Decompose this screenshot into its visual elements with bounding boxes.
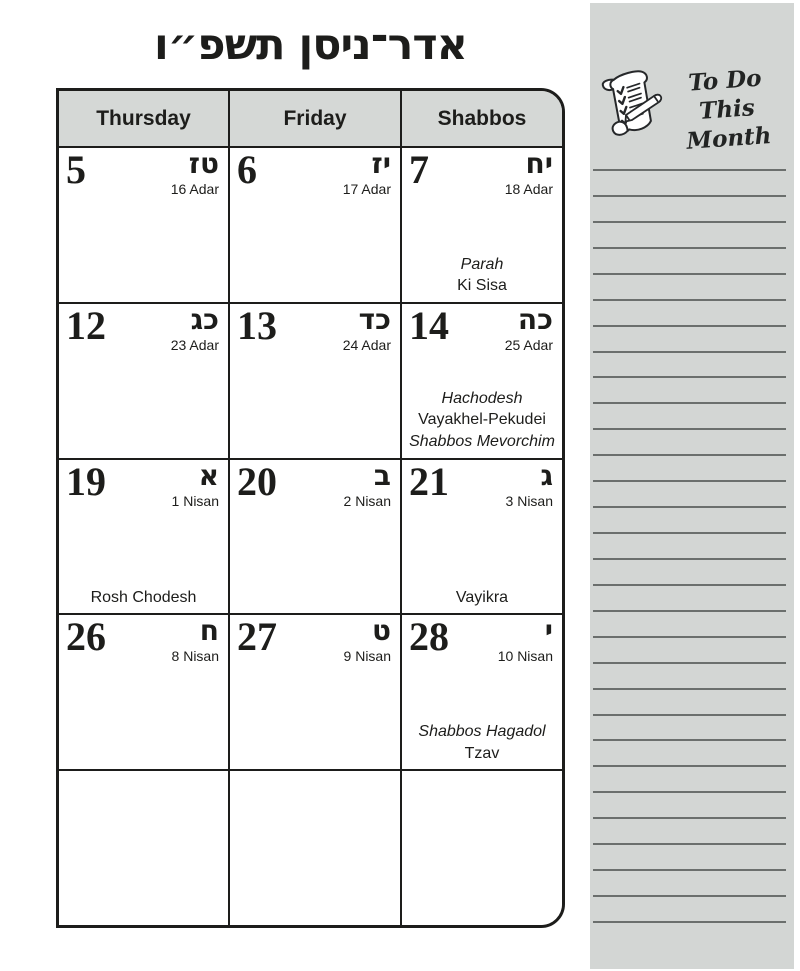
ruled-line	[593, 273, 786, 275]
ruled-line	[593, 817, 786, 819]
hebrew-day-letters: כד	[358, 303, 391, 336]
day-cell-21	[402, 460, 562, 614]
ruled-line	[593, 169, 786, 171]
ruled-line	[593, 506, 786, 508]
hebrew-day-letters: ח	[199, 615, 219, 648]
ruled-line	[593, 376, 786, 378]
hebrew-date-label: 3 Nisan	[505, 492, 553, 509]
day-notes	[61, 587, 226, 609]
day-note: Rosh Chodesh	[90, 588, 197, 606]
hebrew-day-letters: ב	[373, 459, 391, 492]
civil-day-number: 13	[237, 303, 277, 348]
day-note: Shabbos Hagadol	[418, 723, 546, 740]
ruled-line	[593, 662, 786, 664]
day-cell-14	[402, 304, 562, 458]
day-note: Parah	[460, 255, 504, 273]
day-note: Shabbos Mevorchim	[409, 433, 555, 450]
ruled-line	[593, 299, 786, 301]
day-cell-13	[230, 304, 402, 458]
ruled-line	[593, 921, 786, 923]
day-notes	[404, 254, 560, 297]
ruled-line	[593, 739, 786, 741]
week-row	[59, 615, 562, 771]
day-note: Tzav	[464, 744, 500, 762]
day-cell-6	[230, 148, 402, 302]
day-note: Hachodesh	[441, 389, 523, 407]
hebrew-day-letters: טז	[188, 148, 219, 180]
day-header-friday: Friday	[230, 91, 402, 146]
day-note: Ki Sisa	[457, 277, 507, 295]
week-row	[59, 460, 562, 616]
hebrew-date-label: 16 Adar	[170, 181, 219, 197]
hebrew-day-letters: א	[198, 459, 219, 492]
todo-sidebar	[590, 3, 794, 969]
hebrew-date-label: 10 Nisan	[497, 648, 553, 665]
day-cell-27	[230, 615, 402, 769]
day-header-row	[59, 91, 562, 148]
hebrew-day-letters: יח	[525, 148, 553, 180]
todo-heading-line1: To Do	[687, 64, 763, 97]
ruled-line	[593, 714, 786, 716]
hebrew-date-label: 9 Nisan	[343, 648, 391, 665]
ruled-line	[593, 584, 786, 586]
day-notes	[404, 587, 560, 609]
ruled-line	[593, 195, 786, 197]
day-cell-empty	[230, 771, 402, 925]
month-title: אדר־ניסן תשפ״ו	[154, 20, 467, 70]
hebrew-date-label: 8 Nisan	[171, 648, 219, 665]
hebrew-day-letters: ט	[371, 615, 391, 648]
day-cell-5	[59, 148, 230, 302]
week-row	[59, 771, 562, 925]
ruled-line	[593, 428, 786, 430]
civil-day-number: 27	[237, 615, 277, 660]
day-notes	[404, 388, 560, 453]
hebrew-day-letters: כג	[190, 303, 219, 336]
ruled-line	[593, 532, 786, 534]
day-header-thursday: Thursday	[59, 91, 230, 146]
day-cell-12	[59, 304, 230, 458]
todo-heading-line2: This Month	[685, 93, 773, 155]
hebrew-date-label: 18 Adar	[504, 181, 553, 197]
civil-day-number: 26	[66, 615, 106, 660]
hebrew-day-letters: ג	[540, 459, 553, 492]
civil-day-number: 12	[66, 303, 106, 348]
ruled-line	[593, 895, 786, 897]
hebrew-date-label: 1 Nisan	[171, 492, 219, 509]
ruled-lines	[590, 3, 794, 969]
ruled-line	[593, 610, 786, 612]
day-cell-7	[402, 148, 562, 302]
hebrew-day-letters: י	[544, 615, 553, 648]
ruled-line	[593, 247, 786, 249]
ruled-line	[593, 351, 786, 353]
hebrew-day-letters: כה	[517, 303, 553, 336]
day-cell-20	[230, 460, 402, 614]
civil-day-number: 21	[409, 459, 449, 504]
day-header-shabbos: Shabbos	[402, 91, 562, 146]
day-notes	[404, 721, 560, 764]
hebrew-day-letters: יז	[371, 148, 391, 180]
ruled-line	[593, 558, 786, 560]
civil-day-number: 28	[409, 615, 449, 660]
civil-day-number: 19	[66, 459, 106, 504]
day-cell-28	[402, 615, 562, 769]
day-cell-empty	[402, 771, 562, 925]
week-row	[59, 148, 562, 304]
civil-day-number: 6	[237, 148, 257, 192]
ruled-line	[593, 454, 786, 456]
ruled-line	[593, 636, 786, 638]
ruled-line	[593, 402, 786, 404]
day-cell-26	[59, 615, 230, 769]
ruled-line	[593, 480, 786, 482]
civil-day-number: 7	[409, 148, 429, 192]
day-note: Vayakhel-Pekudei	[418, 411, 546, 429]
ruled-line	[593, 791, 786, 793]
civil-day-number: 20	[237, 459, 277, 504]
week-row	[59, 304, 562, 460]
civil-day-number: 14	[409, 303, 449, 348]
civil-day-number: 5	[66, 148, 86, 192]
calendar-grid	[56, 88, 565, 928]
day-cell-empty	[59, 771, 230, 925]
ruled-line	[593, 765, 786, 767]
ruled-line	[593, 869, 786, 871]
hebrew-date-label: 25 Adar	[504, 336, 553, 353]
hebrew-date-label: 23 Adar	[170, 336, 219, 353]
hebrew-date-label: 24 Adar	[342, 336, 391, 353]
ruled-line	[593, 221, 786, 223]
day-note: Vayikra	[455, 588, 509, 606]
ruled-line	[593, 325, 786, 327]
ruled-line	[593, 843, 786, 845]
day-cell-19	[59, 460, 230, 614]
ruled-line	[593, 688, 786, 690]
hebrew-date-label: 2 Nisan	[343, 492, 391, 509]
hebrew-date-label: 17 Adar	[342, 181, 391, 197]
